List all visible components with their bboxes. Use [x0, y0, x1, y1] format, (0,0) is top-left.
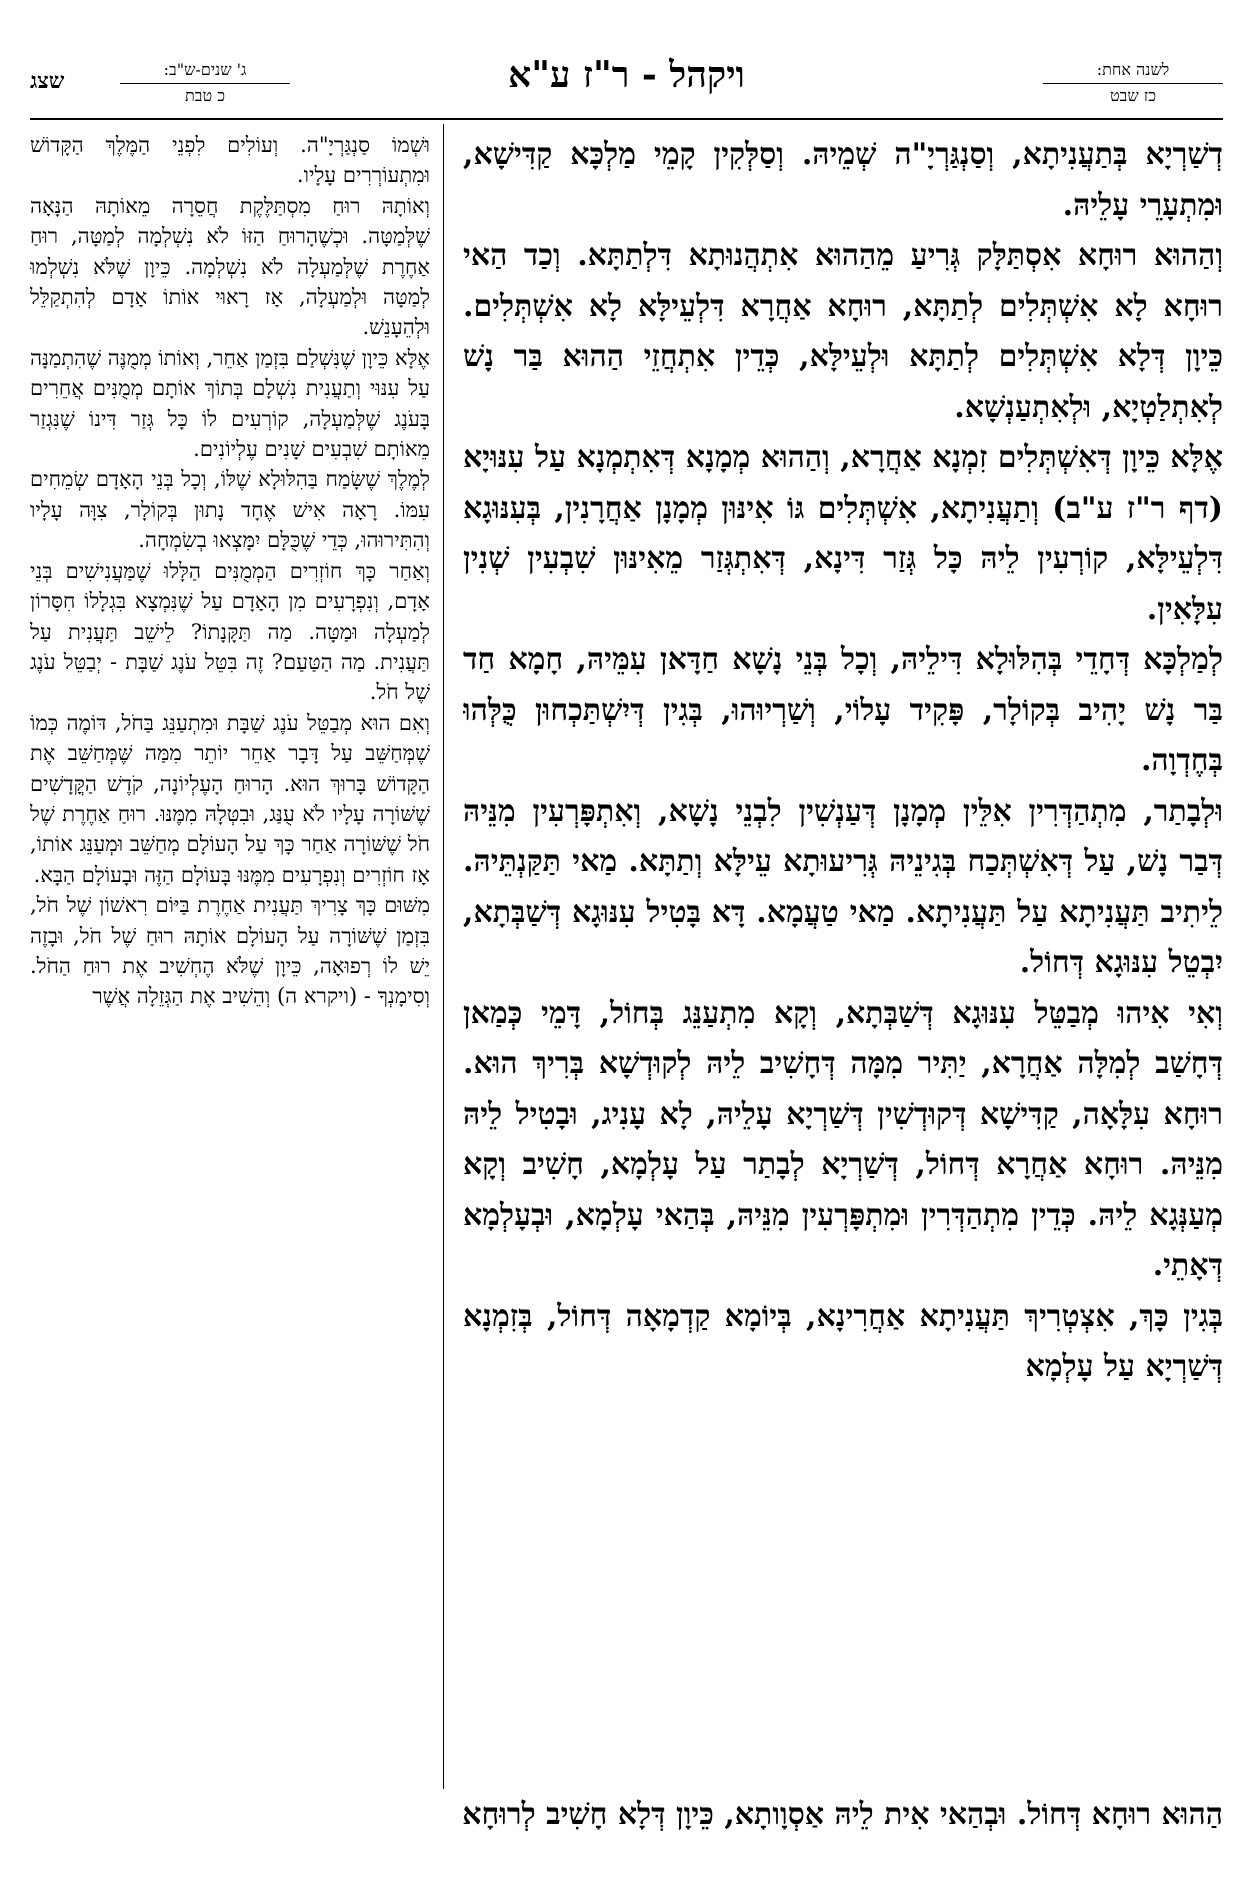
main-paragraph: דְשַׁרְיָא בְּתַעֲנִיתָא, וְסַנְגַּרְיָ"ה שְׁמֵיהּ. וְסַלְּקִין קָמֵי מַלְכָּא קַדִּישָׁא, וּמִתְעָרֵי עָלֵיהּ.: [463, 137, 1223, 223]
translation-paragraph: וְאִם הוּא מְבַטֵּל עֹנֶג שַׁבָּת וּמִתְעַנֵּג בַּחֹל, דּוֹמֶה כְּמוֹ שֶׁמְּחַשֵּׁב עַל דָּבָר אַחֵר יוֹתֵר מִמַּה שֶּׁמְּחַשֵּׁב אֶת הַקָּדוֹשׁ בָּרוּךְ הוּא. הָרוּחַ הָעֶלְיוֹנָה, קֹדֶשׁ הַקֳּדָשִׁים שֶׁשּׁוֹרָה עָלָיו לֹא עֻנַּג, וּבִטְּלָהּ מִמֶּנּוּ. רוּחַ אַחֶרֶת שֶׁל חֹל שֶׁשּׁוֹרָה אַחַר כָּךְ עַל הָעוֹלָם מְחַשֵּׁב וּמְעַנֵּג אוֹתוֹ, אָז חוֹזְרִים וְנִפְרָעִים מִמֶּנּוּ בָּעוֹלָם הַזֶּה וּבָעוֹלָם הַבָּא.: [30, 710, 430, 887]
page-header: [30, 54, 1223, 120]
header-right-line2: כז שבט: [1043, 83, 1223, 106]
header-left-line1: ג' שנים-ש"ב:: [163, 60, 247, 79]
main-paragraph: בְּגִין כָּךְ, אִצְטְרִיךְ תַּעֲנִיתָא אַחֲרִינָא, בְּיוֹמָא קַדְמָאָה דְּחוֹל, בְּזִמְנָא דְּשַׁרְיָא עַל עָלְמָא: [463, 1298, 1223, 1384]
header-left-block: [120, 60, 290, 106]
translation-paragraph: מִשּׁוּם כָּךְ צָרִיךְ תַּעֲנִית אַחֶרֶת בַּיּוֹם רִאשׁוֹן שֶׁל חֹל, בִּזְמַן שֶׁשּׁוֹרָה עַל הָעוֹלָם אוֹתָהּ רוּחַ שֶׁל חֹל, וּבָזֶה יֵשׁ לוֹ רְפוּאָה, כֵּיוָן שֶׁלֹּא הֶחְשִׁיב אֶת רוּחַ הַחֹל. וְסִימָנְךָ - (ויקרא ה) וְהֵשִׁיב אֶת הַגְּזֵלָה אֲשֶׁר: [30, 893, 430, 1009]
header-right-line1: לשנה אחת:: [1096, 60, 1170, 79]
header-left-line2: כ טבת: [120, 83, 290, 106]
main-final-line: הַהוּא רוּחָא דְּחוֹל. וּבְהַאי אִית לֵיהּ אַסְוָותָא, כֵּיוָן דְּלָא חָשִׁיב לְרוּחָא: [462, 1797, 1223, 1832]
translation-paragraph: לְמֶלֶךְ שֶׁשָּׂמַח בַּהִלּוּלָא שֶׁלּוֹ, וְכָל בְּנֵי הָאָדָם שְׂמֵחִים עִמּוֹ. רָאָה אִישׁ אֶחָד נָתוּן בְּקוֹלָר, צִוָּה עָלָיו וְהִתִּירוּהוּ, כְּדֵי שֶׁכֻּלָּם יִמָּצְאוּ בְשִׂמְחָה.: [30, 467, 430, 553]
translation-paragraph: אֶלָּא כֵּיוָן שֶׁנִּשְׁלַם בִּזְמַן אַחֵר, וְאוֹתוֹ מְמֻנֶּה שֶׁהִתְמַנָּה עַל עִנּוּי וְתַעֲנִית נִשְׁלָם בְּתוֹךְ אוֹתָם מְמֻנִּים אֲחֵרִים בָּעֹנֶג שֶׁלְּמַעְלָה, קוֹרְעִים לוֹ כָּל גְּזַר דִּינוֹ שֶׁנִּגְזַר מֵאוֹתָם שִׁבְעִים שָׁנִים עֶלְיוֹנִים.: [30, 345, 430, 462]
page-title: ויקהל - ר"ז ע"א: [508, 54, 745, 96]
translation-paragraph: וּשְׁמוֹ סַנְגַּרְיָ"ה. וְעוֹלִים לִפְנֵי הַמֶּלֶךְ הַקָּדוֹשׁ וּמִתְעוֹרְרִים עָלָיו.: [30, 133, 430, 188]
main-paragraph: אֶלָּא כֵּיוָן דְּאִשְׁתְּלִים זִמְנָא אַחֲרָא, וְהַהוּא מְמָנָא דְּאִתְמְנָא עַל עִנּוּיָא (דף ר"ז ע"ב) וְתַעֲנִיתָא, אִשְׁתְּלִים גּוֹ אִינּוּן מְמָנָן אַחֲרָנִין, בְּעִנּוּגָא דִּלְעֵילָּא, קוֹרְעִין לֵיהּ כָּל גְּזַר דִּינָא, דְּאִתְגְּזַר מֵאִינּוּן שִׁבְעִין שְׁנִין עִלָּאִין.: [463, 440, 1223, 627]
translation-column: [30, 130, 430, 1785]
page-number: שצג: [30, 68, 65, 94]
column-divider: [443, 124, 444, 1789]
main-text-column: [463, 130, 1223, 1760]
main-paragraph: וְהַהוּא רוּחָא אִסְתַּלָּק גְּרִיעַ מֵהַהוּא אִתְהֲנוּתָא דִּלְתַתָּא. וְכַד הַאי רוּחָא לָא אִשְׁתְּלִים לְתַתָּא, רוּחָא אַחֲרָא דִּלְעֵילָּא לָא אִשְׁתְּלִים. כֵּיוָן דְּלָא אִשְׁתְּלִים לְתַתָּא וּלְעֵילָּא, כְּדֵין אִתְחֲזֵי הַהוּא בַּר נָשׁ לְאִתְלַטְיָא, וּלְאִתְעַנְשָׁא.: [463, 238, 1223, 425]
main-paragraph: לְמַלְכָּא דְּחָדֵי בְּהִלּוּלָא דִּילֵיהּ, וְכָל בְּנֵי נָשָׁא חַדָּאן עִמֵּיהּ, חָמָא חַד בַּר נָשׁ יָהִיב בְּקוֹלָר, פָּקִיד עָלוֹי, וְשַׁרְיוּהוּ, בְּגִין דְּיִשְׁתַּכְחוּן כֻּלְּהוּ בְּחֶדְוָה.: [463, 642, 1223, 778]
translation-paragraph: וְאַחַר כָּךְ חוֹזְרִים הַמְמֻנִּים הַלָּלוּ שֶׁמַּעֲנִישִׁים בְּנֵי אָדָם, וְנִפְרָעִים מִן הָאָדָם עַל שֶׁנִּמְצָא בִּגְלָלוֹ חִסָּרוֹן לְמַעְלָה וּמַטָּה. מַה תַּקָּנָתוֹ? לֵישֵׁב תַּעֲנִית עַל תַּעֲנִית. מַה הַטַּעַם? זֶה בִּטֵּל עֹנֶג שַׁבָּת - יְבַטֵּל עֹנֶג שֶׁל חֹל.: [30, 558, 430, 705]
main-paragraph: וְאִי אִיהוּ מְבַטֵּל עִנּוּגָא דְּשַׁבְּתָא, וְקָא מִתְעַנֵּג בְּחוֹל, דָּמֵי כְּמַאן דְּחָשַׁב לְמִלָּה אַחֲרָא, יַתִּיר מִמָּה דְּחָשִׁיב לֵיהּ לְקוּדְשָׁא בְּרִיךְ הוּא. רוּחָא עִלָּאָה, קַדִּישָׁא דְּקוּדְשִׁין דְּשַׁרְיָא עָלֵיהּ, לָא עָנִיג, וּבָטִיל לֵיהּ מִנֵּיהּ. רוּחָא אַחֲרָא דְּחוֹל, דְּשַׁרְיָא לְבָתַר עַל עָלְמָא, חָשִׁיב וְקָא מְעַנְּגָא לֵיהּ. כְּדֵין מִתְהַדְּרִין וּמִתְפָּרְעִין מִנֵּיהּ, בְּהַאי עָלְמָא, וּבְעָלְמָא דְּאָתֵי.: [463, 995, 1223, 1283]
translation-paragraph: וְאוֹתָהּ רוּחַ מִסְתַּלֶּקֶת חֲסֵרָה מֵאוֹתָהּ הַנָּאָה שֶׁלְּמַטָּה. וּכְשֶׁהָרוּחַ הַזּוֹ לֹא נִשְׁלְמָה לְמַטָּה, רוּחַ אַחֶרֶת שֶׁלְּמַעְלָה לֹא נִשְׁלְמָה. כֵּיוָן שֶׁלֹּא נִשְׁלְמוּ לְמַטָּה וּלְמַעְלָה, אָז רָאוּי אוֹתוֹ אָדָם לְהִתְקַלֵּל וּלְהֵעָנֵשׁ.: [30, 193, 430, 340]
header-divider: [30, 118, 1223, 120]
main-paragraph: וּלְבָתַר, מִתְהַדְּרִין אִלֵּין מְמָנָן דְּעַנְשִׁין לִבְנֵי נָשָׁא, וְאִתְפָּרְעִין מִנֵּיהּ דְּבַר נָשׁ, עַל דְּאִשְׁתְּכַח בְּגִינֵיהּ גְּרִיעוּתָא עֵילָּא וְתַתָּא. מַאי תַּקַּנְתֵּיהּ. לֵיתִיב תַּעֲנִיתָא עַל תַּעֲנִיתָא. מַאי טַעֲמָא. דָּא בָּטִיל עִנּוּגָא דְּשַׁבְּתָא, יִבְטֵל עִנּוּגָא דְּחוֹל.: [463, 793, 1223, 980]
